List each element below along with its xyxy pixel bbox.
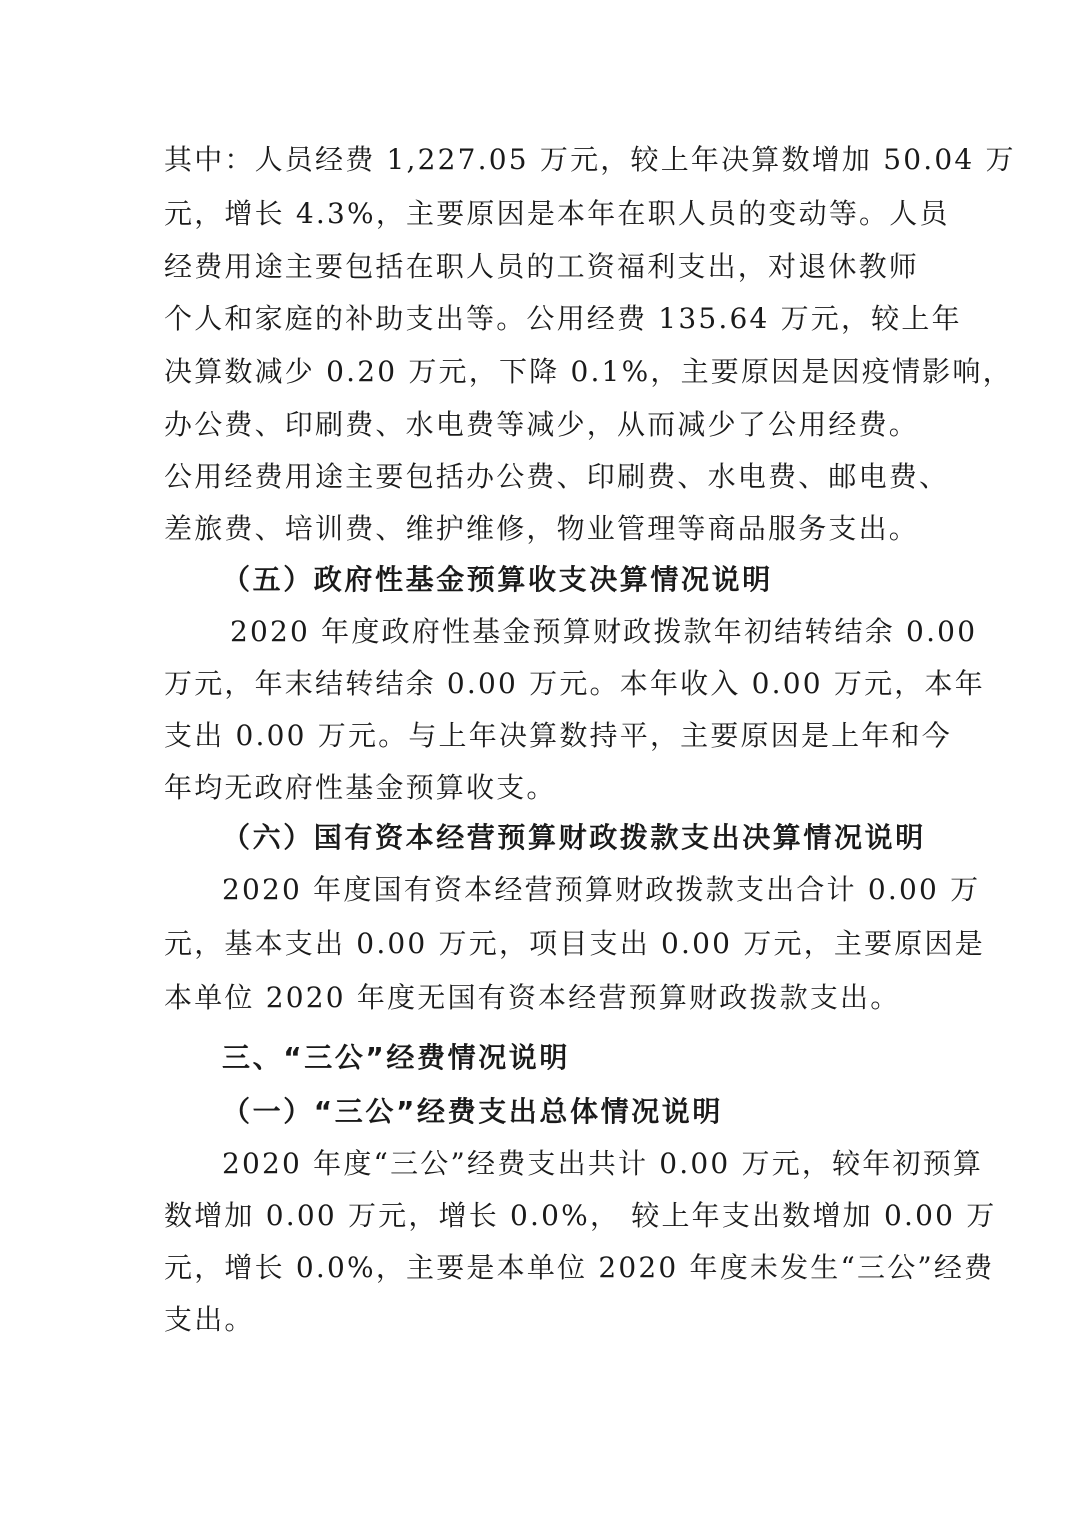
paragraph-line: 2020 年度“三公”经费支出共计 0.00 万元，较年初预算 bbox=[222, 1147, 984, 1180]
paragraph-line: 支出 0.00 万元。与上年决算数持平，主要原因是上年和今 bbox=[164, 719, 952, 752]
paragraph-line: 年均无政府性基金预算收支。 bbox=[164, 771, 557, 804]
paragraph-line: 本单位 2020 年度无国有资本经营预算财政拨款支出。 bbox=[164, 981, 901, 1014]
paragraph-line: 万元，年末结转结余 0.00 万元。本年收入 0.00 万元，本年 bbox=[164, 667, 985, 700]
paragraph-line: 元，增长 0.0%，主要是本单位 2020 年度未发生“三公”经费 bbox=[164, 1251, 995, 1284]
paragraph-line: 数增加 0.00 万元，增长 0.0%， 较上年支出数增加 0.00 万 bbox=[164, 1199, 997, 1232]
paragraph-line: 元，基本支出 0.00 万元，项目支出 0.00 万元，主要原因是 bbox=[164, 927, 985, 960]
paragraph-line: 公用经费用途主要包括办公费、印刷费、水电费、邮电费、 bbox=[164, 460, 950, 493]
paragraph-line: 个人和家庭的补助支出等。公用经费 135.64 万元，较上年 bbox=[164, 302, 962, 335]
paragraph-line: 决算数减少 0.20 万元，下降 0.1%，主要原因是因疫情影响， bbox=[164, 355, 1013, 388]
section-heading: （一）“三公”经费支出总体情况说明 bbox=[222, 1095, 724, 1128]
paragraph-line: 其中：人员经费 1,227.05 万元，较上年决算数增加 50.04 万 bbox=[164, 143, 1016, 176]
paragraph-line: 元，增长 4.3%，主要原因是本年在职人员的变动等。人员 bbox=[164, 197, 950, 230]
paragraph-line: 经费用途主要包括在职人员的工资福利支出，对退休教师 bbox=[164, 250, 920, 283]
paragraph-line: 办公费、印刷费、水电费等减少，从而减少了公用经费。 bbox=[164, 408, 920, 441]
section-heading: （六）国有资本经营预算财政拨款支出决算情况说明 bbox=[222, 821, 926, 854]
paragraph-line: 支出。 bbox=[164, 1303, 255, 1336]
paragraph-line: 差旅费、培训费、维护维修，物业管理等商品服务支出。 bbox=[164, 512, 920, 545]
chapter-heading: 三、“三公”经费情况说明 bbox=[222, 1041, 571, 1074]
paragraph-line: 2020 年度国有资本经营预算财政拨款支出合计 0.00 万 bbox=[222, 873, 981, 906]
paragraph-line: 2020 年度政府性基金预算财政拨款年初结转结余 0.00 bbox=[230, 615, 978, 648]
section-heading: （五）政府性基金预算收支决算情况说明 bbox=[222, 563, 773, 596]
